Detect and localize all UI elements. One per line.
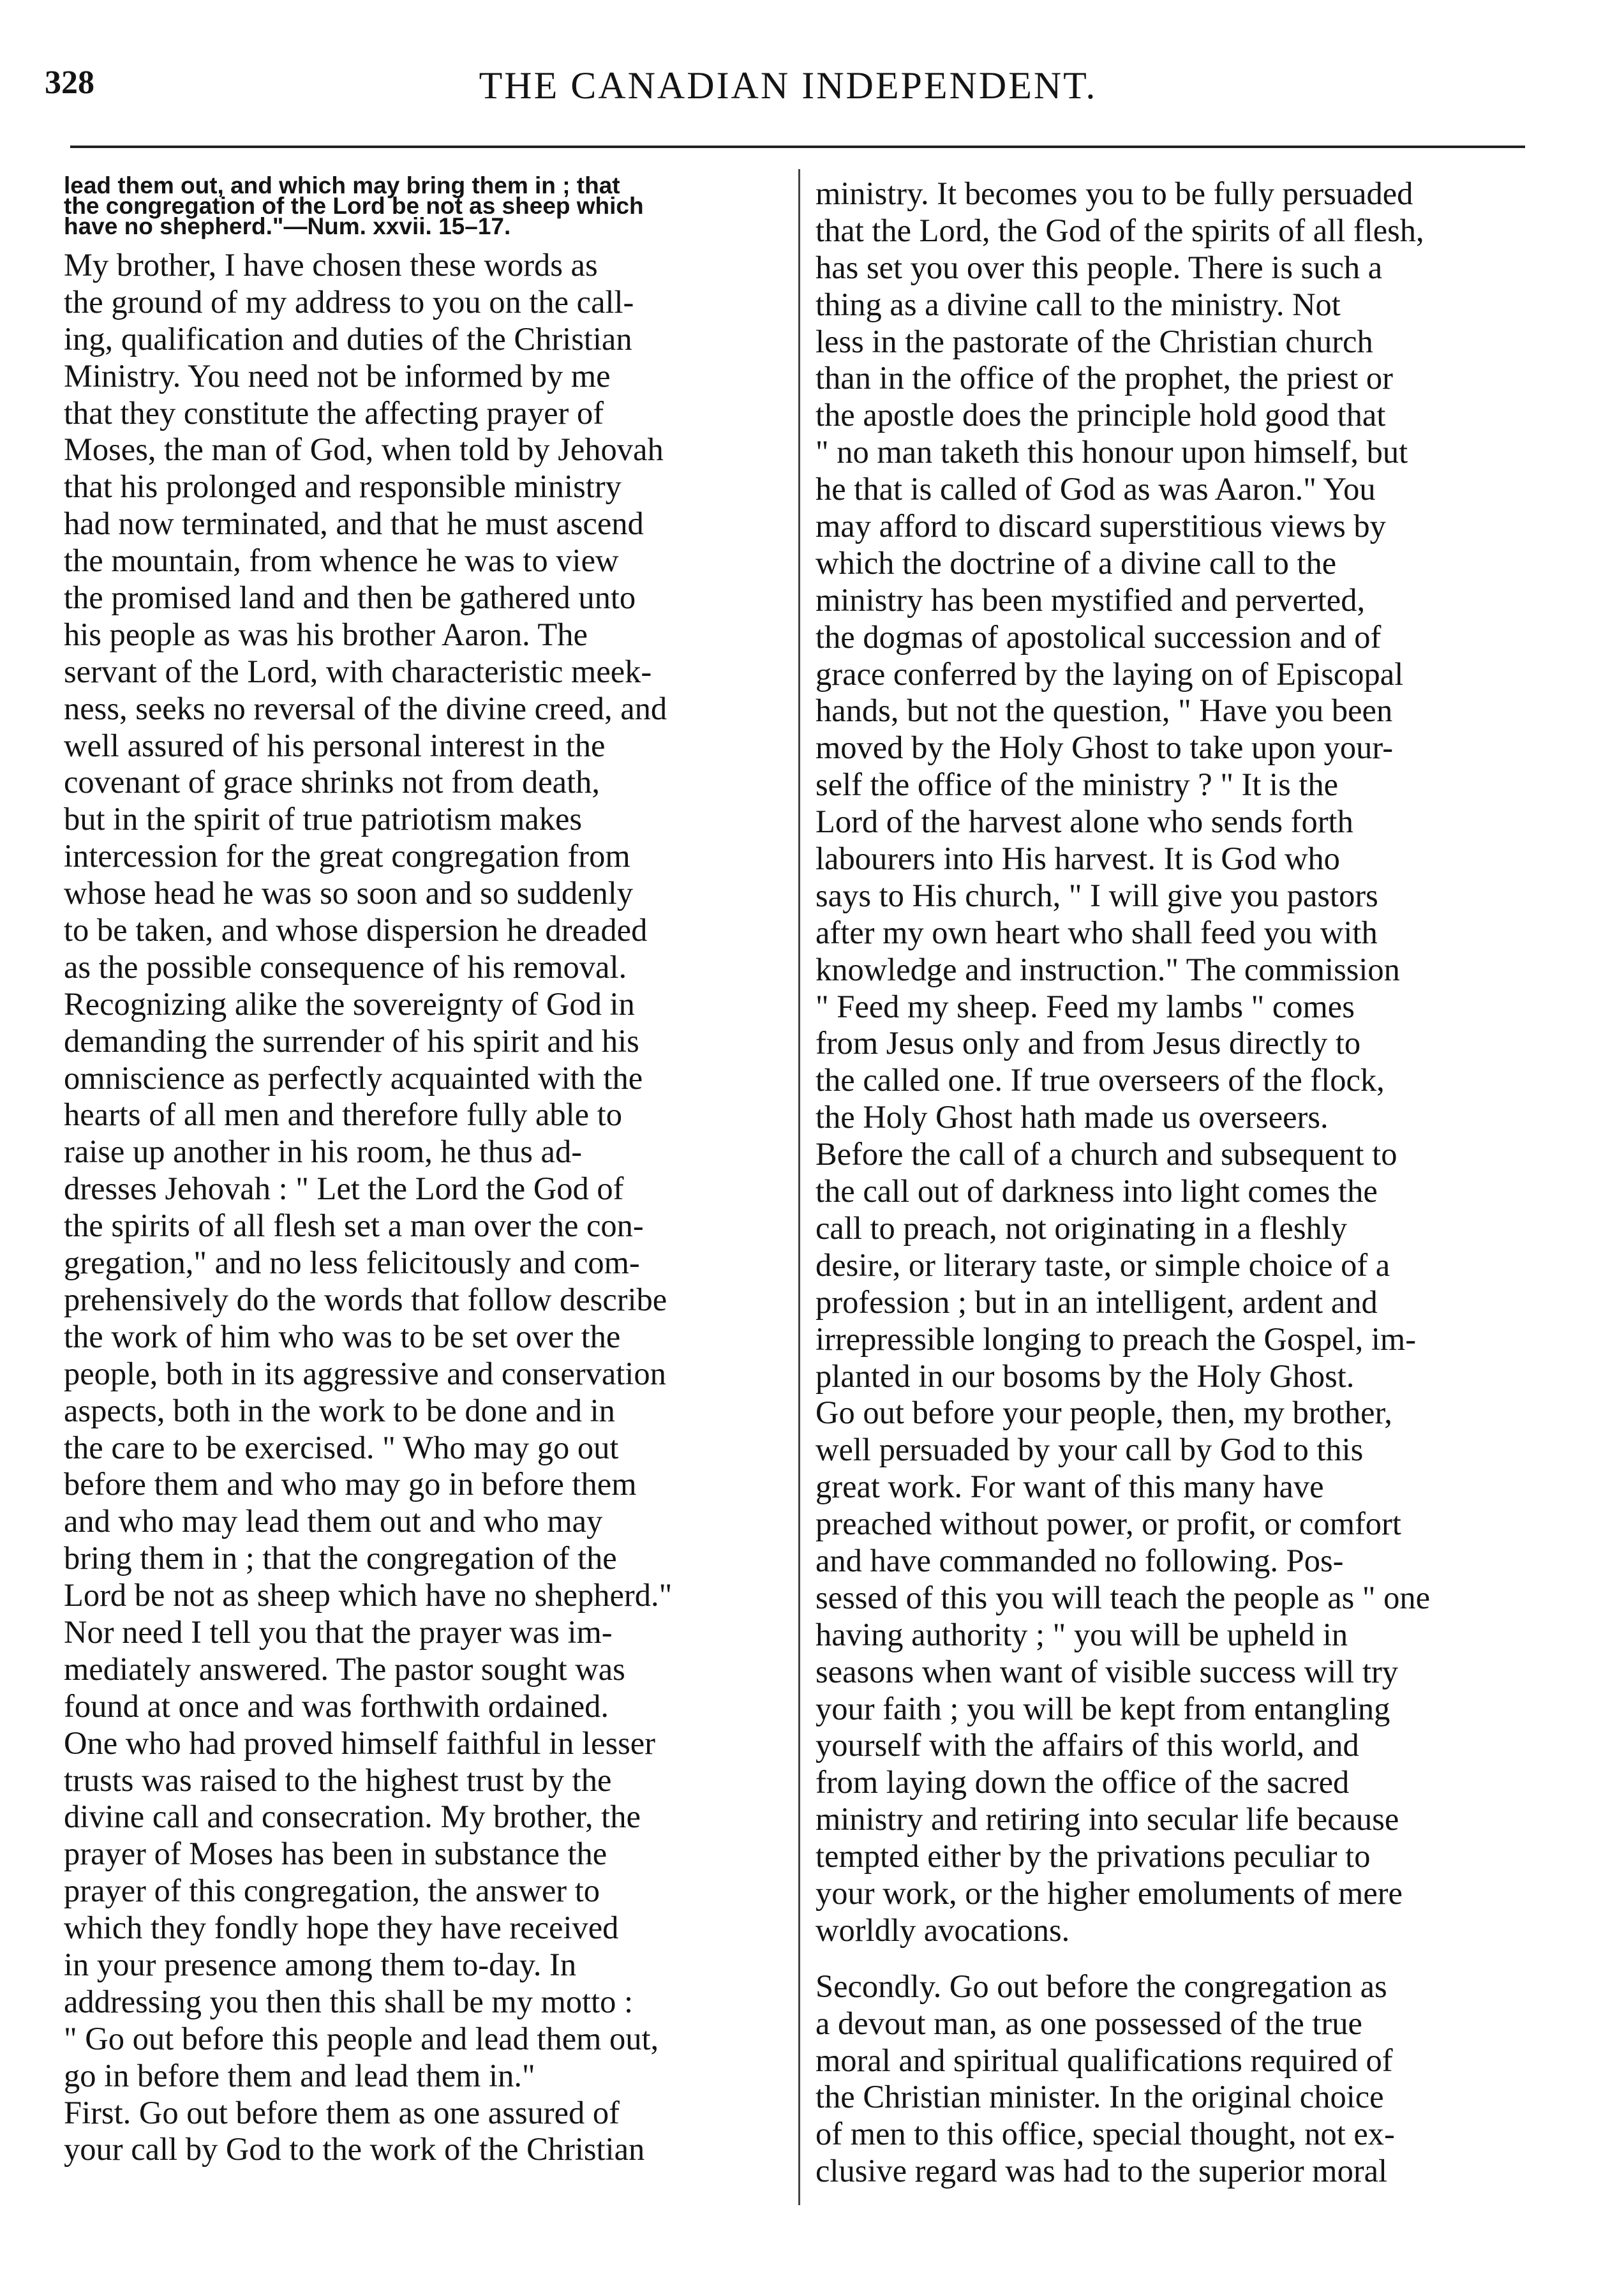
right-body-text <box>816 176 1543 1949</box>
epigraph-line: the congregation of the Lord be not as sheep which <box>64 193 644 219</box>
text-line: hands, but not the question, " Have you been <box>816 693 1393 729</box>
text-line: servant of the Lord, with characteristic meek- <box>64 653 652 689</box>
text-line: moral and spiritual qualifications required of <box>816 2042 1393 2078</box>
text-line: " Go out before this people and lead them out, <box>64 2020 659 2056</box>
epigraph-line: lead them out, and which may bring them in ; that <box>64 172 620 198</box>
text-line: One who had proved himself faithful in lesser <box>64 1725 656 1761</box>
left-body-text <box>64 247 798 2168</box>
text-line: dresses Jehovah : " Let the Lord the God of <box>64 1171 624 1207</box>
text-line: well assured of his personal interest in the <box>64 727 606 763</box>
text-line: has set you over this people. There is such a <box>816 249 1383 285</box>
text-line: Lord be not as sheep which have no shepherd." <box>64 1577 673 1614</box>
text-line: demanding the surrender of his spirit and his <box>64 1022 639 1059</box>
text-line: " no man taketh this honour upon himself, but <box>816 434 1408 470</box>
page-number: 328 <box>45 64 94 101</box>
text-line: the Christian minister. In the original choice <box>816 2079 1384 2115</box>
text-line: his people as was his brother Aaron. The <box>64 616 588 652</box>
text-line: in your presence among them to-day. In <box>64 1946 577 1982</box>
text-line: Go out before your people, then, my brother, <box>816 1395 1392 1431</box>
text-line: to be taken, and whose dispersion he dreaded <box>64 912 648 948</box>
text-line: people, both in its aggressive and conservation <box>64 1355 666 1391</box>
text-line: irrepressible longing to preach the Gospel, im- <box>816 1321 1417 1357</box>
text-line: profession ; but in an intelligent, ardent and <box>816 1284 1378 1320</box>
text-line: whose head he was so soon and so suddenly <box>64 875 634 911</box>
text-line: from Jesus only and from Jesus directly to <box>816 1025 1361 1061</box>
text-line: bring them in ; that the congregation of the <box>64 1540 617 1576</box>
text-line: the care to be exercised. " Who may go out <box>64 1429 619 1465</box>
text-line: ministry has been mystified and perverted, <box>816 581 1366 618</box>
text-line: prayer of this congregation, the answer to <box>64 1873 600 1909</box>
text-line: clusive regard was had to the superior moral <box>816 2153 1388 2189</box>
text-line: ness, seeks no reversal of the divine creed, and <box>64 690 667 726</box>
header-rule <box>70 146 1525 148</box>
text-line: aspects, both in the work to be done and in <box>64 1392 615 1428</box>
right-column <box>816 176 1543 2190</box>
text-line: that his prolonged and responsible ministry <box>64 468 622 505</box>
text-line: Secondly. Go out before the congregation as <box>816 1968 1387 2004</box>
text-line: ministry and retiring into secular life because <box>816 1801 1399 1838</box>
text-line: Lord of the harvest alone who sends forth <box>816 804 1353 840</box>
text-line: call to preach, not originating in a fleshly <box>816 1209 1348 1246</box>
text-line: the apostle does the principle hold good that <box>816 397 1386 433</box>
text-line: knowledge and instruction." The commission <box>816 951 1400 987</box>
text-line: from laying down the office of the sacred <box>816 1764 1350 1801</box>
text-line: Before the call of a church and subsequent to <box>816 1136 1397 1172</box>
text-line: hearts of all men and therefore fully able to <box>64 1097 622 1133</box>
text-line: the Holy Ghost hath made us overseers. <box>816 1099 1329 1135</box>
text-line: seasons when want of visible success will try <box>816 1653 1399 1689</box>
text-line: that they constitute the affecting prayer of <box>64 394 604 431</box>
text-line: worldly avocations. <box>816 1912 1070 1948</box>
text-line: the ground of my address to you on the call- <box>64 283 634 320</box>
text-line: planted in our bosoms by the Holy Ghost. <box>816 1358 1355 1394</box>
text-line: mediately answered. The pastor sought was <box>64 1651 625 1687</box>
text-line: the spirits of all flesh set a man over the con- <box>64 1208 644 1244</box>
text-line: raise up another in his room, he thus ad- <box>64 1134 583 1170</box>
page-header <box>45 64 1531 134</box>
text-line: the mountain, from whence he was to view <box>64 543 619 579</box>
epigraph <box>64 172 798 239</box>
text-line: moved by the Holy Ghost to take upon your- <box>816 730 1394 766</box>
text-line: your work, or the higher emoluments of mere <box>816 1875 1403 1911</box>
text-line: says to His church, " I will give you pastors <box>816 877 1378 913</box>
text-line: sessed of this you will teach the people as " one <box>816 1579 1431 1615</box>
text-line: as the possible consequence of his removal. <box>64 948 627 985</box>
text-line: grace conferred by the laying on of Episcopal <box>816 655 1404 692</box>
text-line: the dogmas of apostolical succession and of <box>816 618 1382 655</box>
text-line: than in the office of the prophet, the priest or <box>816 360 1393 396</box>
text-line: First. Go out before them as one assured of <box>64 2094 620 2130</box>
epigraph-line: have no shepherd."—Num. xxvii. 15–17. <box>64 213 511 239</box>
text-line: My brother, I have chosen these words as <box>64 247 598 283</box>
text-line: Ministry. You need not be informed by me <box>64 357 611 394</box>
text-line: preached without power, or profit, or comfort <box>816 1506 1401 1542</box>
text-line: the promised land and then be gathered unto <box>64 580 636 616</box>
text-line: had now terminated, and that he must ascend <box>64 505 644 542</box>
text-line: prayer of Moses has been in substance the <box>64 1836 607 1872</box>
text-line: ministry. It becomes you to be fully persuaded <box>816 176 1413 211</box>
text-line: self the office of the ministry ? " It is the <box>816 767 1339 803</box>
text-line: omniscience as perfectly acquainted with the <box>64 1060 643 1096</box>
text-line: your faith ; you will be kept from entangling <box>816 1690 1390 1726</box>
text-line: and have commanded no following. Pos- <box>816 1542 1344 1578</box>
text-line: prehensively do the words that follow describe <box>64 1281 667 1317</box>
text-line: after my own heart who shall feed you with <box>816 914 1378 950</box>
text-line: before them and who may go in before them <box>64 1466 637 1502</box>
text-line: trusts was raised to the highest trust by the <box>64 1762 612 1798</box>
left-column <box>64 172 798 2168</box>
text-line: Nor need I tell you that the prayer was im- <box>64 1614 613 1650</box>
running-title: THE CANADIAN INDEPENDENT. <box>479 64 1098 107</box>
text-line: the called one. If true overseers of the flock, <box>816 1062 1385 1098</box>
text-line: the work of him who was to be set over the <box>64 1318 621 1354</box>
text-line: covenant of grace shrinks not from death, <box>64 764 600 800</box>
text-line: thing as a divine call to the ministry. Not <box>816 286 1341 322</box>
text-line: gregation," and no less felicitously and com- <box>64 1245 640 1281</box>
text-line: a devout man, as one possessed of the true <box>816 2005 1362 2041</box>
text-line: of men to this office, special thought, not ex- <box>816 2116 1395 2152</box>
text-line: less in the pastorate of the Christian church <box>816 323 1373 359</box>
text-line: addressing you then this shall be my motto : <box>64 1983 634 2019</box>
text-line: desire, or literary taste, or simple choice of a <box>816 1247 1390 1283</box>
text-line: intercession for the great congregation from <box>64 838 630 874</box>
right-body-text-2 <box>816 1968 1543 2190</box>
text-line: ing, qualification and duties of the Christian <box>64 320 632 357</box>
text-line: but in the spirit of true patriotism makes <box>64 801 583 837</box>
text-line: your call by God to the work of the Christian <box>64 2131 645 2168</box>
text-line: go in before them and lead them in." <box>64 2057 535 2093</box>
text-line: having authority ; " you will be upheld in <box>816 1616 1348 1652</box>
paragraph-gap <box>816 1949 1543 1968</box>
text-line: the call out of darkness into light comes the <box>816 1173 1378 1209</box>
text-line: divine call and consecration. My brother, the <box>64 1799 641 1835</box>
text-line: well persuaded by your call by God to this <box>816 1432 1364 1468</box>
text-line: that the Lord, the God of the spirits of all flesh, <box>816 212 1424 248</box>
text-line: which the doctrine of a divine call to the <box>816 544 1337 581</box>
text-line: and who may lead them out and who may <box>64 1503 603 1539</box>
text-line: Recognizing alike the sovereignty of God in <box>64 985 635 1022</box>
text-line: found at once and was forthwith ordained. <box>64 1688 609 1724</box>
text-line: Moses, the man of God, when told by Jehovah <box>64 431 664 468</box>
text-line: labourers into His harvest. It is God who <box>816 841 1340 877</box>
text-line: yourself with the affairs of this world, and <box>816 1727 1359 1764</box>
text-line: he that is called of God as was Aaron." You <box>816 471 1376 507</box>
text-line: " Feed my sheep. Feed my lambs " comes <box>816 988 1355 1024</box>
column-divider <box>798 169 800 2205</box>
text-line: may afford to discard superstitious views by <box>816 508 1386 544</box>
text-line: tempted either by the privations peculiar to <box>816 1838 1371 1875</box>
text-line: which they fondly hope they have received <box>64 1910 619 1946</box>
text-line: great work. For want of this many have <box>816 1469 1324 1505</box>
